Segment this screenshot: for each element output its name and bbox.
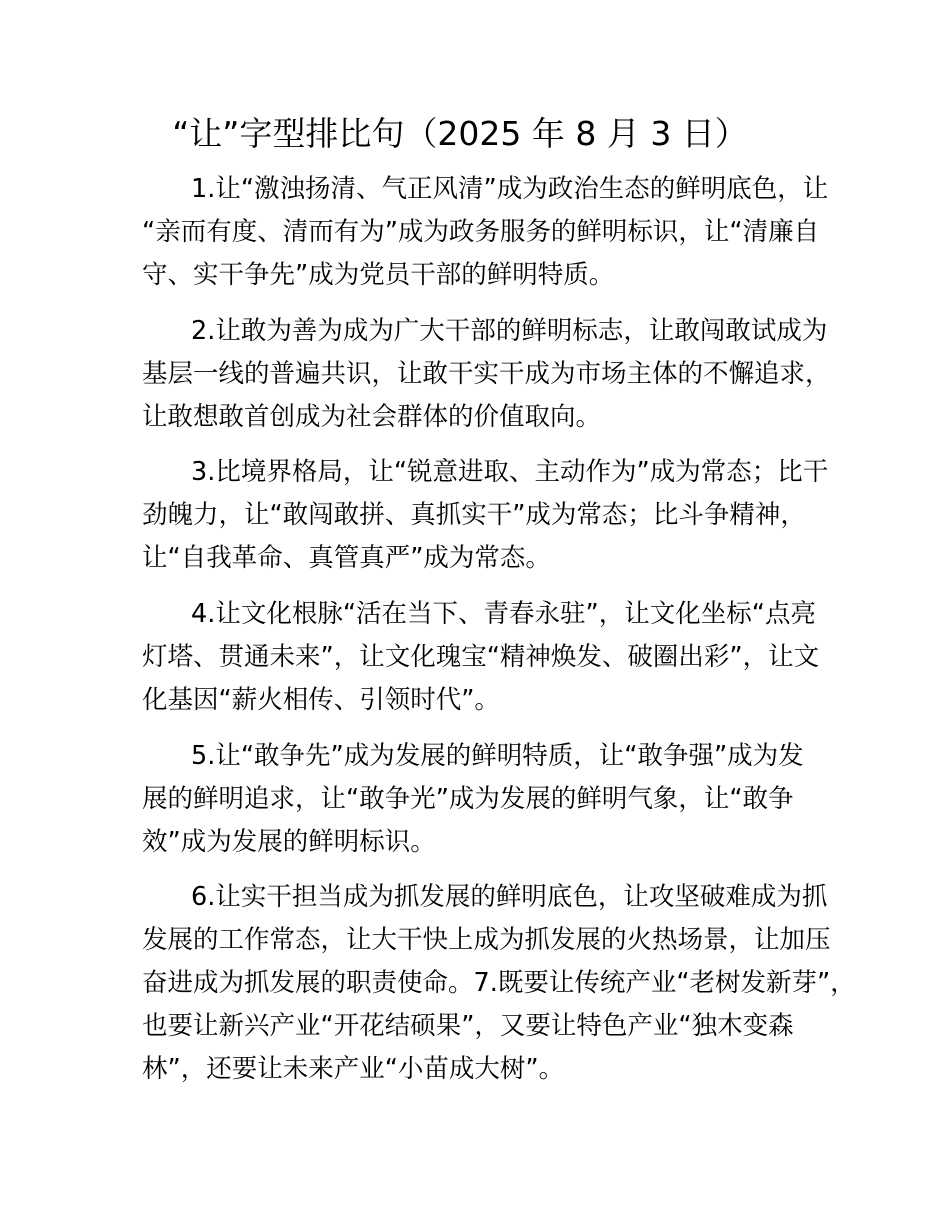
paragraph-line: 劲魄力，让“敢闯敢拼、真抓实干”成为常态；比斗争精神，	[142, 500, 806, 530]
paragraph-line: 让“自我革命、真管真严”成为常态。	[142, 543, 551, 573]
paragraph-line: 1.让“激浊扬清、气正风清”成为政治生态的鲜明底色，让	[191, 174, 829, 204]
paragraph-line: 林”，还要让未来产业“小苗成大树”。	[142, 1054, 565, 1084]
paragraph-line: 基层一线的普遍共识，让敢干实干成为市场主体的不懈追求，	[142, 359, 831, 389]
paragraph-line: 5.让“敢争先”成为发展的鲜明特质，让“敢争强”成为发	[191, 741, 804, 771]
paragraph-line: 也要让新兴产业“开花结硕果”，又要让特色产业“独木变森	[142, 1011, 794, 1041]
paragraph-line: 2.让敢为善为成为广大干部的鲜明标志，让敢闯敢试成为	[191, 316, 828, 346]
paragraph-line: 6.让实干担当成为抓发展的鲜明底色，让攻坚破难成为抓	[191, 882, 828, 912]
paragraph-line: 守、实干争先”成为党员干部的鲜明特质。	[142, 260, 615, 290]
paragraph-2	[142, 310, 842, 439]
paragraph-5	[142, 735, 842, 864]
paragraph-line: 3.比境界格局，让“锐意进取、主动作为”成为常态；比干	[191, 457, 829, 487]
paragraph-line: 化基因“薪火相传、引领时代”。	[142, 685, 500, 715]
paragraph-line: 发展的工作常态，让大干快上成为抓发展的火热场景，让加压	[142, 925, 831, 955]
paragraph-line: 灯塔、贯通未来”，让文化瑰宝“精神焕发、破圈出彩”，让文	[142, 642, 820, 672]
paragraph-line: 展的鲜明追求，让“敢争光”成为发展的鲜明气象，让“敢争	[142, 784, 794, 814]
paragraph-4	[142, 593, 842, 722]
document-title: “让”字型排比句（2025 年 8 月 3 日）	[172, 114, 748, 153]
paragraph-line: 4.让文化根脉“活在当下、青春永驻”，让文化坐标“点亮	[191, 599, 816, 629]
paragraph-line: 让敢想敢首创成为社会群体的价值取向。	[142, 402, 602, 432]
paragraph-3	[142, 451, 842, 580]
paragraph-line: 效”成为发展的鲜明标识。	[142, 827, 436, 857]
paragraph-1	[142, 168, 842, 297]
paragraph-6	[142, 876, 856, 1091]
paragraph-line: 奋进成为抓发展的职责使命。7.既要让传统产业“老树发新芽”，	[142, 968, 856, 998]
paragraph-line: “亲而有度、清而有为”成为政务服务的鲜明标识，让“清廉自	[142, 217, 820, 247]
